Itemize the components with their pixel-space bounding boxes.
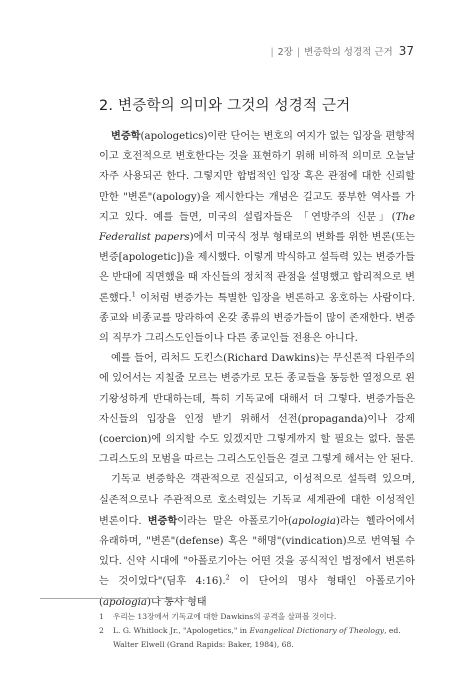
term-bold: 변증학 [111,130,141,142]
book-title: Evangelical Dictionary of Theology [249,626,385,635]
text-run: 이처럼 변증가는 특별한 입장을 변론하고 옹호하는 사람이다. 종교와 비종교를 망라하여 온갖 종류의 변증가들이 많이 존재한다. 변증의 직무가 그리스도인들이나 다른 종교인들 전용은 아니다. [99,292,415,345]
footnote-number: 2 [99,626,104,635]
term-bold: 변증학 [147,514,178,527]
italic-title: The Federalist papers [99,211,415,244]
text-run: )라는 헬라어에서 유래하며, "변론"(defense) 혹은 "해명"(vindication)으로 번역될 수 있다. 신약 시대에 "아폴로기아는 어떤 것을 공식적인 법정에서 변론하는 것이었다"(딤후 4:16). [99,515,415,588]
text-run: 이라는 말은 아폴로기아( [177,515,292,527]
page-number: 37 [398,44,414,58]
footnote-divider [40,598,190,599]
header-chapter: 2장 [277,47,293,58]
running-header [40,44,414,58]
text-run: )나 동사 형태 [146,596,207,608]
paragraph-3 [99,470,415,612]
italic-term: apologia [292,515,336,527]
footnote-text [113,624,415,652]
footnote-2 [99,624,415,652]
paragraph-2: 예를 들어, 리처드 도킨스(Richard Dawkins)는 무신론적 다윈주의에 있어서는 지칠줄 모르는 변증가로 모든 종교들을 동등한 열정으로 왼기왕성하게 반대하는데, 특히 기독교에 대해서 더 그렇다. 변증가들은 자신들의 입장을 인정 받기 위해서 선전(propaganda)이나 강제(coercion)에 의지할 수도 있겠지만 그렇게까지 할 필요는 없다. 물론 그리스도의 모범을 따르는 그리스도인들은 결코 그렇게 해서는 안 된다. [99,353,415,466]
footnote-text: 우리는 13장에서 기독교에 대한 Dawkins의 공격을 살펴볼 것이다. [113,612,337,621]
footnote-ref-1[interactable]: 1 [131,290,136,299]
italic-term: apologia [102,596,147,608]
text-run: , ed. Walter Elwell (Grand Rapids: Baker, 1984), 68. [113,626,401,649]
footnote-number: 1 [99,612,104,621]
footnotes [99,610,415,652]
header-running-title: 변증학의 성경적 근거 [304,47,393,58]
text-run: 기독교 변증학은 객관적으로 진실되고, 이성적으로 설득력 있으며, 실존적으로나 주관적으로 호소력있는 기독교 세계관에 대한 이성적인 변론이다. [99,474,415,527]
header-separator: | [296,47,301,58]
text-run: 이 단어의 명사 형태인 아폴로기아( [99,576,415,608]
paragraph-1 [99,126,415,349]
body-text [99,126,415,613]
footnote-ref-2[interactable]: 2 [225,574,230,583]
text-run: L. G. Whitlock Jr., "Apologetics," in [113,626,250,635]
text-run: (apologetics)이란 단어는 변호의 여지가 없는 입장을 편향적이고 호전적으로 변호한다는 것을 표현하기 위해 비하적 의미로 오늘날 자주 사용되곤 한다. 그렇지만 합법적인 입장 혹은 관점에 대한 신뢰할 만한 "변론"(apology)을 제시한다는 개념은 길고도 풍부한 역사를 가지고 있다. 예를 들면, 미국의 설립자들은 「연방주의 신문」( [99,131,415,223]
header-separator: | [270,47,274,58]
text-run: )에서 미국식 정부 형태로의 변화를 위한 변론(또는 변증[apologetic])을 제시했다. 이렇게 박식하고 설득력 있는 변증가들은 반대에 직면했을 때 자신들의 정치적 관점을 설명했고 합리적으로 변론했다. [99,232,415,304]
footnote-1 [99,610,415,624]
section-title: 2. 변증학의 의미와 그것의 성경적 근거 [99,98,351,114]
